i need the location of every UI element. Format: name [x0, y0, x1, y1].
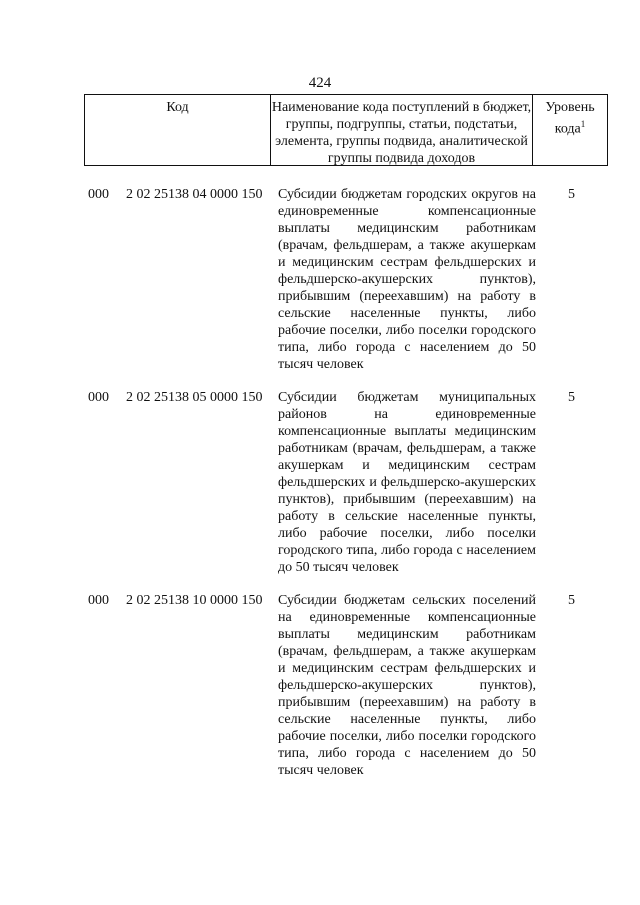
- row-admin-code: 000: [88, 593, 109, 608]
- row-level: 5: [568, 593, 575, 608]
- row-admin-code: 000: [88, 187, 109, 202]
- row-level: 5: [568, 390, 575, 405]
- header-level-label: Уровень кода: [545, 100, 595, 137]
- row-revenue-code: 2 02 25138 10 0000 150: [126, 593, 263, 608]
- row-revenue-code: 2 02 25138 05 0000 150: [126, 390, 263, 405]
- table-header: [84, 94, 608, 166]
- header-level: [533, 95, 607, 165]
- header-name: Наименование кода поступлений в бюджет, группы, подгруппы, статьи, подстатьи, элемента, группы подвида, аналитической группы подвида доходов: [271, 95, 533, 165]
- page-number: 424: [308, 75, 332, 91]
- header-code: Код: [85, 95, 271, 165]
- header-level-footnote: 1: [580, 119, 586, 129]
- row-admin-code: 000: [88, 390, 109, 405]
- row-name: Субсидии бюджетам муниципальных районов на единовременные компенсационные выплаты медицинским работникам (врачам, фельдшерам, а также акушеркам и медицинским сестрам фельдшерских и фельдшерско-акушерских пунктов), прибывшим (переехавшим) на работу в сельские населенные пункты, либо рабочие поселки, либо поселки городского типа, либо города с населением до 50 тысяч человек: [278, 390, 536, 575]
- row-name: Субсидии бюджетам сельских поселений на единовременные компенсационные выплаты медицинским работникам (врачам, фельдшерам, а также акушеркам и медицинским сестрам фельдшерских и фельдшерско-акушерских пунктов), прибывшим (переехавшим) на работу в сельские населенные пункты, либо рабочие поселки, либо поселки городского типа, либо города с населением до 50 тысяч человек: [278, 593, 536, 778]
- row-level: 5: [568, 187, 575, 202]
- row-name: Субсидии бюджетам городских округов на единовременные компенсационные выплаты медицинским работникам (врачам, фельдшерам, а также акушеркам и медицинским сестрам фельдшерских и фельдшерско-акушерских пунктов), прибывшим (переехавшим) на работу в сельские населенные пункты, либо рабочие поселки, либо поселки городского типа, либо города с населением до 50 тысяч человек: [278, 187, 536, 372]
- row-revenue-code: 2 02 25138 04 0000 150: [126, 187, 263, 202]
